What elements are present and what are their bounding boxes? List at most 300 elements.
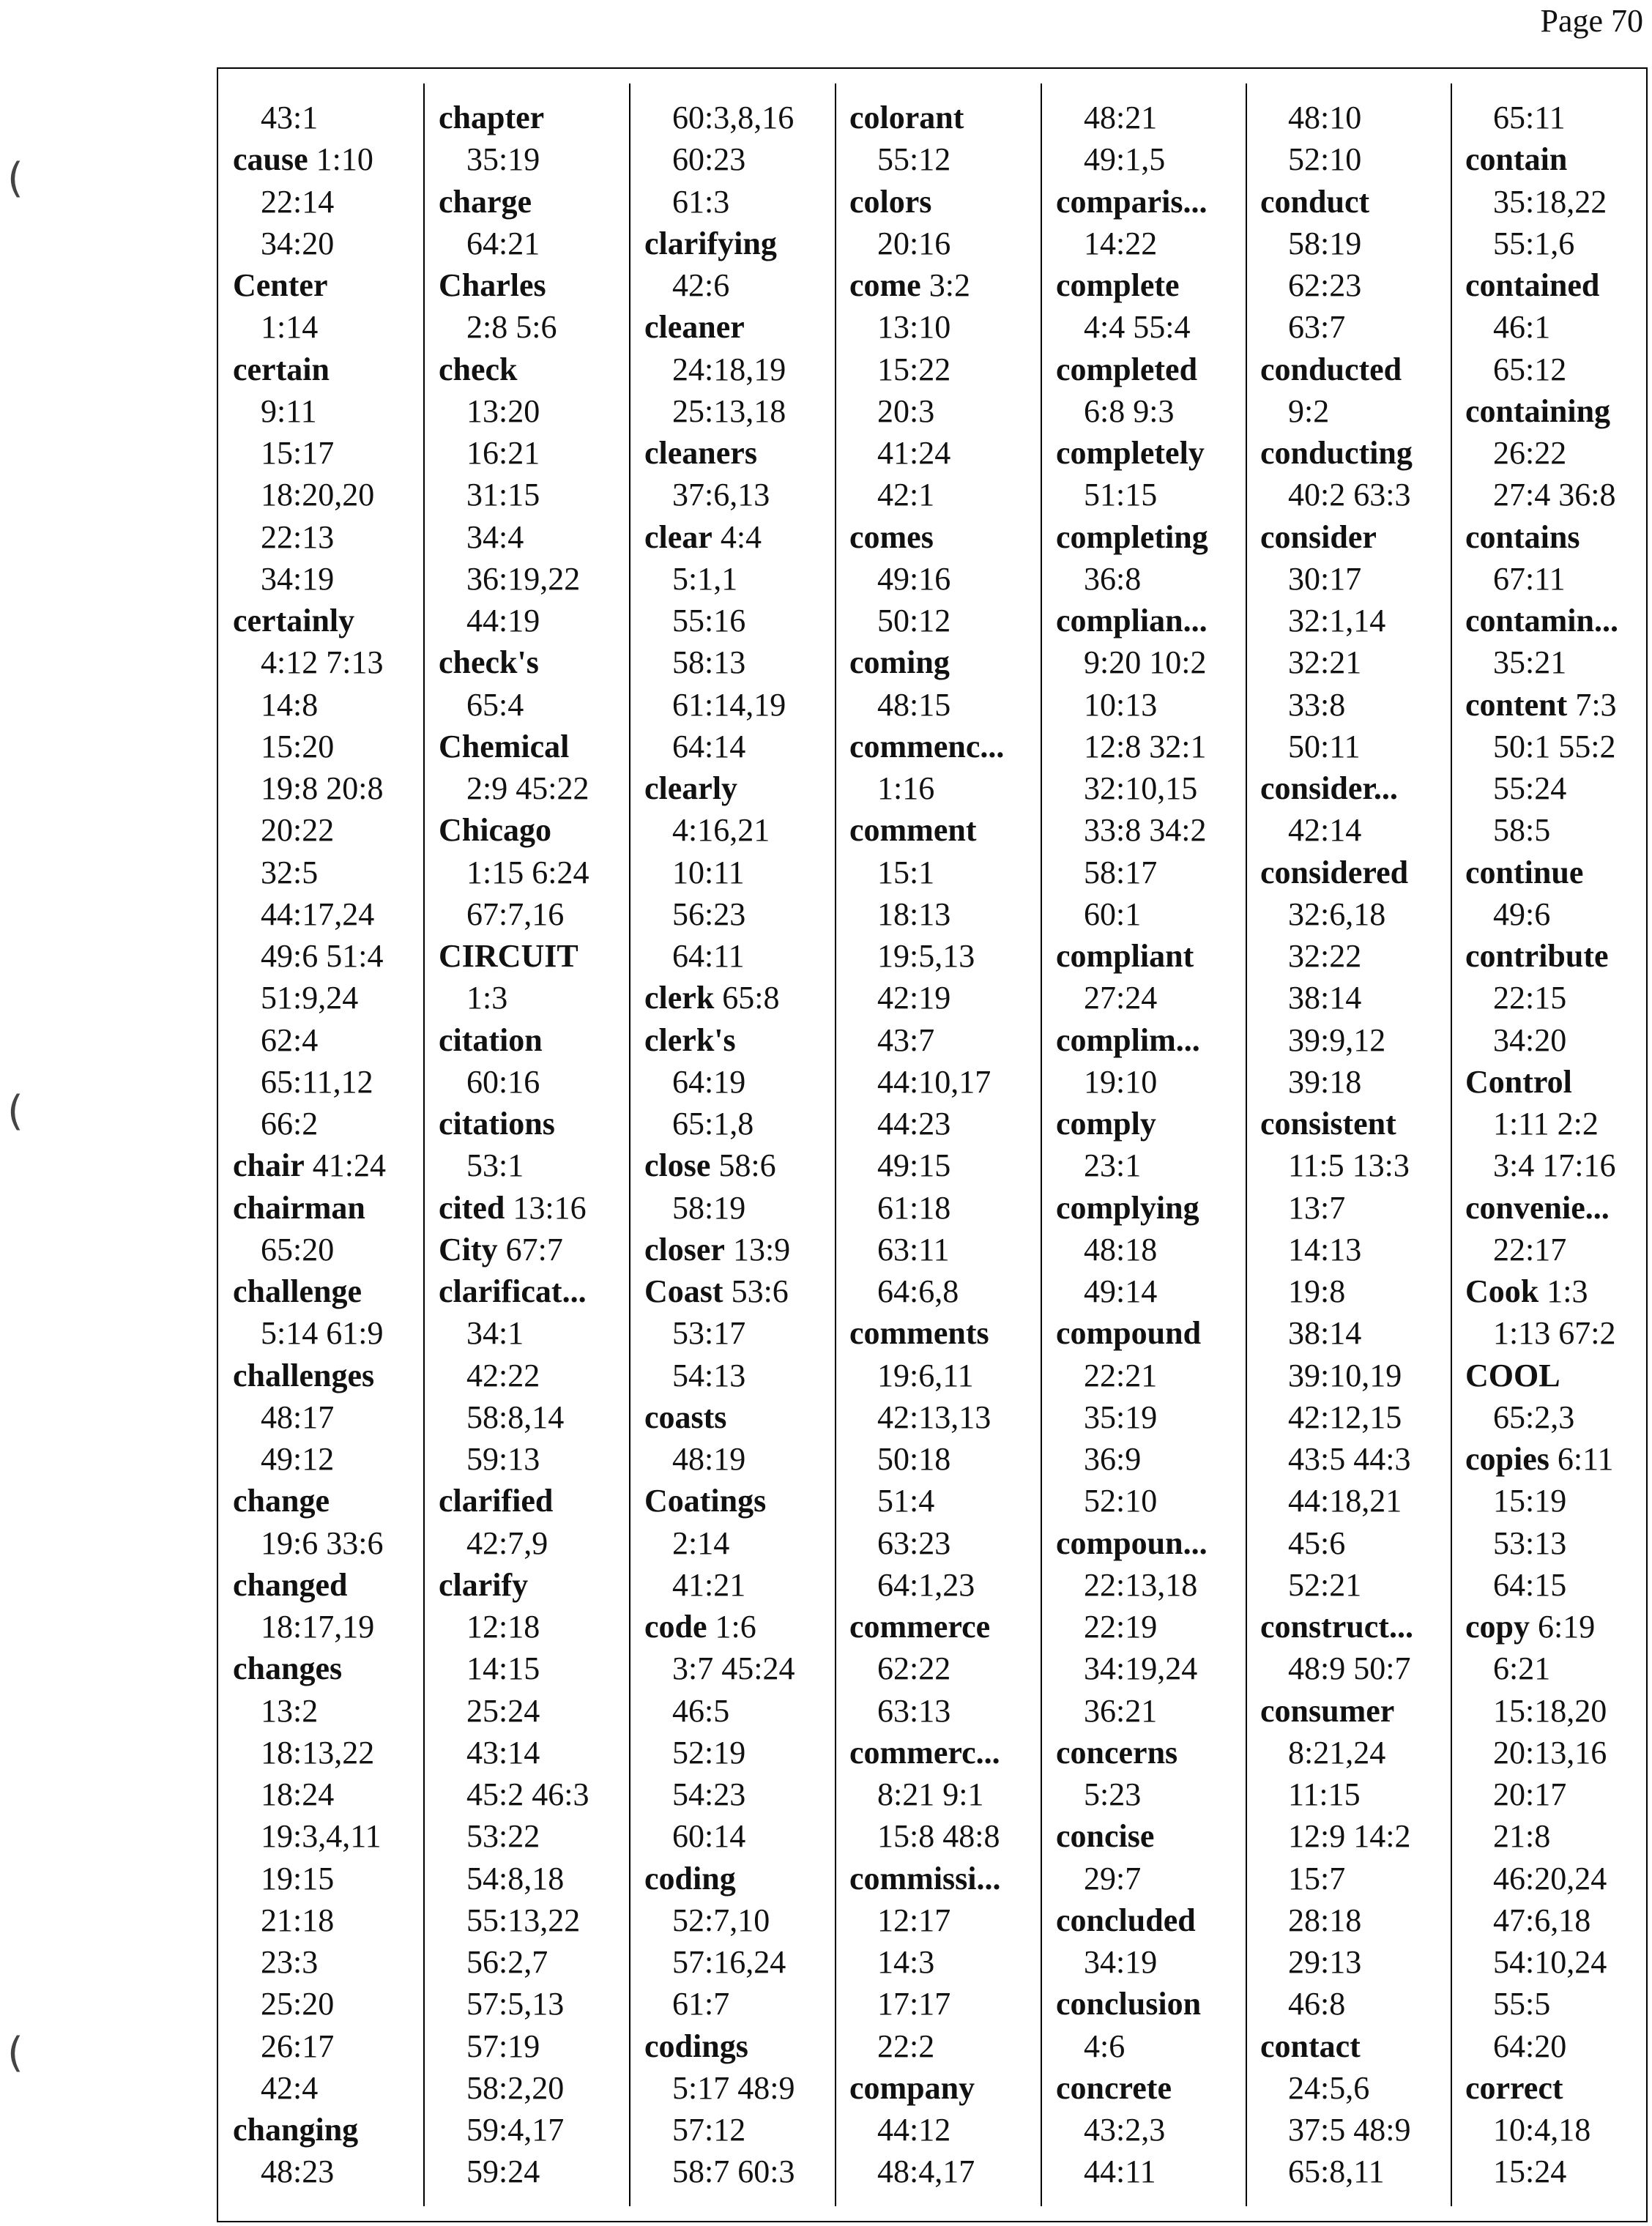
index-page-refs: 26:17 [261, 2028, 335, 2064]
index-page-refs: 65:11 [1493, 100, 1566, 135]
index-term [849, 97, 1047, 138]
index-page-refs: 63:11 [877, 1231, 950, 1268]
index-term [233, 1144, 431, 1186]
index-page-refs: 22:21 [1084, 1357, 1158, 1393]
index-page-refs: 21:8 [1493, 1818, 1551, 1855]
index-term [644, 223, 842, 264]
index-term-word: clerk [644, 980, 715, 1016]
index-term [1465, 516, 1652, 558]
index-term-word: chapter [439, 100, 545, 135]
index-page-refs: 66:2 [261, 1106, 319, 1142]
index-page-refs: 65:20 [261, 1231, 335, 1268]
index-page-refs: 55:1,6 [1493, 225, 1575, 261]
index-page-refs: 65:8 [714, 980, 780, 1016]
index-term [439, 97, 636, 138]
index-page-refs: 35:21 [1493, 644, 1567, 681]
index-term [644, 1858, 842, 1899]
index-term-word: concrete [1056, 2069, 1172, 2106]
index-page-refs: 48:21 [1084, 100, 1158, 135]
index-term-word: clarified [439, 1483, 554, 1519]
index-page-refs: 41:24 [304, 1147, 386, 1184]
index-term-word: citations [439, 1106, 555, 1142]
index-term [1056, 1312, 1254, 1354]
index-term [849, 1312, 1047, 1354]
index-term [849, 2067, 1047, 2109]
index-page-refs: 2:8 5:6 [466, 309, 557, 346]
index-page-refs: 20:3 [877, 392, 935, 429]
index-page-refs: 56:23 [672, 896, 746, 932]
index-page-refs: 67:7 [497, 1231, 563, 1268]
index-page-refs: 57:19 [466, 2028, 540, 2064]
index-page-refs: 36:21 [1084, 1692, 1158, 1729]
index-page-refs: 50:18 [877, 1441, 951, 1477]
index-page-refs: 61:3 [672, 183, 730, 220]
index-term-word: convenie... [1465, 1189, 1610, 1226]
index-page-refs: 51:15 [1084, 477, 1158, 513]
index-page-refs: 34:20 [1493, 1021, 1567, 1058]
index-term [1056, 181, 1254, 223]
index-page-refs: 29:13 [1288, 1944, 1362, 1980]
index-term-word: Control [1465, 1063, 1572, 1100]
index-term [1465, 1438, 1652, 1480]
index-page-refs: 12:8 32:1 [1084, 728, 1207, 764]
index-page-refs: 61:14,19 [672, 686, 786, 723]
index-term-word: change [233, 1483, 330, 1519]
index-page-refs: 49:6 [1493, 896, 1551, 932]
index-page-refs: 63:23 [877, 1525, 951, 1561]
index-page-refs: 6:11 [1549, 1441, 1614, 1477]
index-term [644, 1144, 842, 1186]
index-term [644, 516, 842, 558]
index-page-refs: 9:20 10:2 [1084, 644, 1207, 681]
index-term [1260, 349, 1458, 390]
index-page-refs: 58:8,14 [466, 1399, 565, 1435]
index-page-refs: 22:13 [261, 518, 335, 555]
index-page-refs: 4:6 [1084, 2028, 1125, 2064]
index-page-refs: 38:14 [1288, 1315, 1362, 1352]
index-page-refs: 60:16 [466, 1063, 540, 1100]
index-term-word: clear [644, 518, 712, 555]
index-page-refs: 38:14 [1288, 980, 1362, 1016]
index-term-word: concerns [1056, 1734, 1178, 1771]
index-term-word: completely [1056, 435, 1205, 471]
index-page-refs: 35:19 [1084, 1399, 1158, 1435]
index-page-refs: 41:21 [672, 1566, 746, 1603]
index-page-refs: 13:10 [877, 309, 951, 346]
index-page-refs: 48:19 [672, 1441, 746, 1477]
index-page-refs: 5:14 61:9 [261, 1315, 384, 1352]
index-term [644, 306, 842, 348]
index-page-refs: 4:4 [712, 518, 762, 555]
index-page-refs: 64:14 [672, 728, 746, 764]
index-term [1465, 935, 1652, 977]
page-number: Page 70 [1540, 3, 1643, 39]
index-page-refs: 10:11 [672, 854, 745, 890]
index-term [1056, 600, 1254, 641]
index-term [644, 1396, 842, 1438]
index-page-refs: 53:22 [466, 1818, 540, 1855]
index-term-word: Coatings [644, 1483, 767, 1519]
index-term-word: clarify [439, 1566, 529, 1603]
index-page-refs: 1:15 6:24 [466, 854, 589, 890]
index-page-refs: 32:21 [1288, 644, 1362, 681]
index-term-word: clarifying [644, 225, 777, 261]
index-term [233, 1648, 431, 1689]
index-term [644, 2025, 842, 2067]
index-term-word: Charles [439, 267, 546, 303]
index-page-refs: 11:15 [1288, 1776, 1361, 1812]
index-page-refs: 42:19 [877, 980, 951, 1016]
index-page-refs: 42:7,9 [466, 1525, 548, 1561]
binder-hole-mark: ( [7, 2029, 23, 2077]
index-page-refs: 18:13 [877, 896, 951, 932]
index-term-word: contain [1465, 141, 1568, 178]
index-page-refs: 65:11,12 [261, 1063, 373, 1100]
index-page-refs: 42:13,13 [877, 1399, 991, 1435]
index-term [439, 1270, 636, 1312]
index-term-word: contamin... [1465, 603, 1618, 639]
index-page-refs: 64:20 [1493, 2028, 1567, 2064]
index-term-word: complim... [1056, 1021, 1200, 1058]
index-term-word: Cook [1465, 1273, 1539, 1309]
index-term-word: considered [1260, 854, 1409, 890]
index-term [644, 1270, 842, 1312]
index-term-word: construct... [1260, 1609, 1413, 1645]
index-page-refs: 19:3,4,11 [261, 1818, 382, 1855]
index-page-refs: 60:1 [1084, 896, 1142, 932]
index-term [849, 1606, 1047, 1648]
index-term-word: compoun... [1056, 1525, 1208, 1561]
index-page-refs: 19:5,13 [877, 938, 975, 974]
index-page-refs: 32:1,14 [1288, 603, 1386, 639]
index-term-word: concise [1056, 1818, 1155, 1855]
index-page-refs: 44:10,17 [877, 1063, 991, 1100]
index-term-word: Chicago [439, 812, 551, 849]
index-term-word: challenges [233, 1357, 375, 1393]
index-term-word: completed [1056, 351, 1198, 387]
index-page-refs: 1:13 67:2 [1493, 1315, 1616, 1352]
index-page-refs: 52:21 [1288, 1566, 1362, 1603]
index-page-refs: 32:10,15 [1084, 770, 1198, 806]
index-page-refs: 18:24 [261, 1776, 335, 1812]
index-page-refs: 48:15 [877, 686, 951, 723]
index-term [1056, 1815, 1254, 1857]
index-page-refs: 12:9 14:2 [1288, 1818, 1411, 1855]
index-page-refs: 15:7 [1288, 1860, 1346, 1896]
index-page-refs: 67:7,16 [466, 896, 565, 932]
index-page-refs: 55:24 [1493, 770, 1567, 806]
index-term-word: complete [1056, 267, 1180, 303]
index-page-refs: 10:4,18 [1493, 2112, 1591, 2148]
index-term-word: consistent [1260, 1106, 1396, 1142]
index-term [849, 1858, 1047, 1899]
index-term [233, 1480, 431, 1522]
index-term [1056, 349, 1254, 390]
index-term [439, 809, 636, 851]
index-term [849, 181, 1047, 223]
index-term [849, 516, 1047, 558]
index-page-refs: 65:2,3 [1493, 1399, 1575, 1435]
index-page-refs: 34:19 [1084, 1944, 1158, 1980]
index-term [644, 1019, 842, 1061]
index-page-refs: 15:22 [877, 351, 951, 387]
index-page-refs: 55:13,22 [466, 1902, 581, 1938]
index-term [1056, 2067, 1254, 2109]
index-term [1056, 1983, 1254, 2025]
index-page-refs: 52:10 [1288, 141, 1362, 178]
index-term-word: comparis... [1056, 183, 1208, 220]
index-page-refs: 1:6 [707, 1609, 756, 1645]
binder-hole-mark: ( [7, 155, 23, 202]
index-page-refs: 47:6,18 [1493, 1902, 1591, 1938]
index-page-refs: 19:6 33:6 [261, 1525, 384, 1561]
index-page-refs: 43:14 [466, 1734, 540, 1771]
index-page-refs: 54:8,18 [466, 1860, 565, 1896]
index-page-refs: 35:19 [466, 141, 540, 178]
index-term-word: conclusion [1056, 1986, 1202, 2022]
index-page-refs: 19:15 [261, 1860, 335, 1896]
index-term-word: containing [1465, 392, 1611, 429]
index-page-refs: 14:22 [1084, 225, 1158, 261]
index-page-refs: 5:23 [1084, 1776, 1142, 1812]
index-term-word: changing [233, 2112, 359, 2148]
index-term-word: complying [1056, 1189, 1199, 1226]
index-page-refs: 25:20 [261, 1986, 335, 2022]
index-page-refs: 46:8 [1288, 1986, 1346, 2022]
index-term [1465, 264, 1652, 306]
index-term [439, 1019, 636, 1061]
index-page-refs: 22:19 [1084, 1609, 1158, 1645]
index-term [1260, 852, 1458, 893]
index-term-word: closer [644, 1231, 725, 1268]
index-page-refs: 64:1,23 [877, 1566, 975, 1603]
index-page-refs: 18:20,20 [261, 477, 375, 513]
index-page-refs: 58:13 [672, 644, 746, 681]
index-page-refs: 58:5 [1493, 812, 1551, 849]
index-page-refs: 63:7 [1288, 309, 1346, 346]
index-term [849, 726, 1047, 767]
index-term [1465, 390, 1652, 432]
index-page-refs: 42:4 [261, 2069, 319, 2106]
index-page-refs: 37:5 48:9 [1288, 2112, 1411, 2148]
index-term [644, 1606, 842, 1648]
index-page-refs: 25:13,18 [672, 392, 786, 429]
index-page-refs: 49:16 [877, 560, 951, 597]
index-term-word: comment [849, 812, 977, 849]
index-term [1465, 1270, 1652, 1312]
index-page-refs: 20:17 [1493, 1776, 1567, 1812]
index-term [1260, 1690, 1458, 1732]
index-page-refs: 42:12,15 [1288, 1399, 1402, 1435]
index-page-refs: 56:2,7 [466, 1944, 548, 1980]
index-term [849, 641, 1047, 683]
index-page-refs: 64:15 [1493, 1566, 1567, 1603]
index-term [1465, 1061, 1652, 1103]
index-term [1465, 684, 1652, 726]
index-term-word: clarificat... [439, 1273, 587, 1309]
index-page-refs: 64:21 [466, 225, 540, 261]
index-page-refs: 55:16 [672, 603, 746, 639]
index-page-refs: 4:4 55:4 [1084, 309, 1191, 346]
index-page-refs: 20:13,16 [1493, 1734, 1607, 1771]
index-page-refs: 30:17 [1288, 560, 1362, 597]
index-term-word: contribute [1465, 938, 1609, 974]
index-page-refs: 18:13,22 [261, 1734, 375, 1771]
index-term [233, 349, 431, 390]
index-page-refs: 43:1 [261, 100, 319, 135]
index-page-refs: 52:19 [672, 1734, 746, 1771]
index-page-refs: 36:8 [1084, 560, 1142, 597]
index-term-word: commenc... [849, 728, 1005, 764]
index-page-refs: 67:11 [1493, 560, 1566, 597]
index-page-refs: 3:7 45:24 [672, 1650, 795, 1687]
index-page-refs: 18:17,19 [261, 1609, 375, 1645]
index-term-word: colorant [849, 100, 964, 135]
index-page-refs: 12:17 [877, 1902, 951, 1938]
index-term [1056, 516, 1254, 558]
index-page-refs: 42:1 [877, 477, 935, 513]
index-page-refs: 16:21 [466, 435, 540, 471]
index-page-refs: 27:24 [1084, 980, 1158, 1016]
index-page-refs: 23:1 [1084, 1147, 1142, 1184]
index-page-refs: 63:13 [877, 1692, 951, 1729]
index-page-refs: 34:20 [261, 225, 335, 261]
index-page-refs: 57:16,24 [672, 1944, 786, 1980]
index-term-word: company [849, 2069, 975, 2106]
index-page-refs: 51:4 [877, 1483, 935, 1519]
index-term-word: clerk's [644, 1021, 736, 1058]
index-term [1056, 1732, 1254, 1773]
index-page-refs: 53:17 [672, 1315, 746, 1352]
index-term [1465, 2067, 1652, 2109]
index-page-refs: 60:14 [672, 1818, 746, 1855]
index-term-word: coasts [644, 1399, 727, 1435]
index-page-refs: 13:16 [505, 1189, 587, 1226]
index-term [439, 935, 636, 977]
index-page-refs: 46:20,24 [1493, 1860, 1607, 1896]
index-term-word: Chemical [439, 728, 570, 764]
index-term-word: compound [1056, 1315, 1202, 1352]
index-page-refs: 48:18 [1084, 1231, 1158, 1268]
index-column [849, 97, 1047, 2193]
index-page-refs: 19:10 [1084, 1063, 1158, 1100]
index-page-refs: 49:6 51:4 [261, 938, 384, 974]
index-page-refs: 57:5,13 [466, 1986, 565, 2022]
index-term [1260, 2025, 1458, 2067]
index-page-refs: 42:14 [1288, 812, 1362, 849]
index-page-refs: 15:17 [261, 435, 335, 471]
index-page-refs: 52:10 [1084, 1483, 1158, 1519]
index-page-refs: 49:1,5 [1084, 141, 1166, 178]
index-page-refs: 1:14 [261, 309, 319, 346]
index-page-refs: 55:12 [877, 141, 951, 178]
index-term [1056, 1522, 1254, 1564]
index-term-word: consider [1260, 518, 1377, 555]
index-page-refs: 60:3,8,16 [672, 100, 795, 135]
index-term [1056, 935, 1254, 977]
index-page-refs: 36:9 [1084, 1441, 1142, 1477]
index-page-refs: 27:4 36:8 [1493, 477, 1616, 513]
index-page-refs: 58:6 [710, 1147, 776, 1184]
index-term [1465, 600, 1652, 641]
index-term-word: commerc... [849, 1734, 1000, 1771]
index-term [1465, 138, 1652, 180]
index-page-refs: 44:18,21 [1288, 1483, 1402, 1519]
index-page-refs: 21:18 [261, 1902, 335, 1938]
index-term-word: charge [439, 183, 532, 220]
index-page-refs: 65:4 [466, 686, 524, 723]
index-term-word: chair [233, 1147, 305, 1184]
index-page-refs: 49:12 [261, 1441, 335, 1477]
index-term [233, 264, 431, 306]
index-page-refs: 8:21 9:1 [877, 1776, 984, 1812]
index-page-refs: 15:1 [877, 854, 935, 890]
index-term-word: commerce [849, 1609, 991, 1645]
index-page-refs: 1:10 [308, 141, 373, 178]
index-page-refs: 43:5 44:3 [1288, 1441, 1411, 1477]
index-term-word: consumer [1260, 1692, 1395, 1729]
index-term [1260, 1606, 1458, 1648]
index-page-refs: 5:1,1 [672, 560, 738, 597]
index-term-word: comments [849, 1315, 989, 1352]
index-term-word: correct [1465, 2069, 1563, 2106]
index-page-refs: 43:2,3 [1084, 2112, 1166, 2148]
index-term [1056, 1899, 1254, 1941]
index-term-word: comply [1056, 1106, 1156, 1142]
index-page-refs: 65:12 [1493, 351, 1567, 387]
index-page-refs: 28:18 [1288, 1902, 1362, 1938]
index-page-refs: 58:7 60:3 [672, 2154, 795, 2190]
index-page-refs: 62:22 [877, 1650, 951, 1687]
index-page-refs: 59:24 [466, 2154, 540, 2190]
index-term-word: certain [233, 351, 330, 387]
index-page-refs: 19:6,11 [877, 1357, 974, 1393]
index-term [1260, 432, 1458, 474]
index-page-refs: 58:17 [1084, 854, 1158, 890]
index-term-word: continue [1465, 854, 1584, 890]
index-page-refs: 1:16 [877, 770, 935, 806]
index-term-word: challenge [233, 1273, 362, 1309]
index-term [644, 432, 842, 474]
index-page-refs: 59:4,17 [466, 2112, 565, 2148]
index-page-refs: 14:13 [1288, 1231, 1362, 1268]
index-page-refs: 36:19,22 [466, 560, 581, 597]
index-term [439, 349, 636, 390]
index-page-refs: 48:9 50:7 [1288, 1650, 1411, 1687]
index-term [439, 726, 636, 767]
index-page-refs: 61:18 [877, 1189, 951, 1226]
index-term [439, 1229, 636, 1270]
index-term-word: changes [233, 1650, 343, 1687]
index-page-refs: 53:13 [1493, 1525, 1567, 1561]
index-term-word: City [439, 1231, 498, 1268]
index-term [233, 2109, 431, 2151]
index-page-refs: 17:17 [877, 1986, 951, 2022]
index-page-refs: 22:13,18 [1084, 1566, 1198, 1603]
index-page-refs: 35:18,22 [1493, 183, 1607, 220]
index-page-refs: 7:3 [1567, 686, 1617, 723]
index-term-word: come [849, 267, 921, 303]
index-term-word: coding [644, 1860, 736, 1896]
index-term [1056, 1103, 1254, 1144]
index-page-refs: 54:23 [672, 1776, 746, 1812]
index-term-word: coming [849, 644, 950, 681]
index-page-refs: 46:1 [1493, 309, 1551, 346]
index-term-word: conducted [1260, 351, 1402, 387]
index-page-refs: 1:11 2:2 [1493, 1106, 1599, 1142]
index-term-word: Center [233, 267, 328, 303]
index-page-refs: 2:9 45:22 [466, 770, 589, 806]
